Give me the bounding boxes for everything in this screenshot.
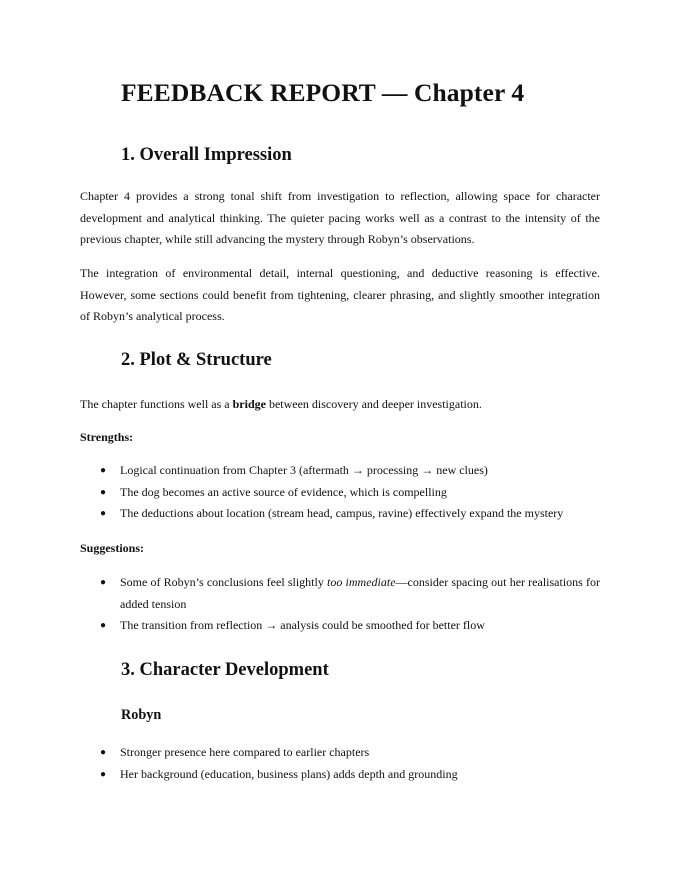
intro-text-start: The chapter functions well as a — [80, 397, 233, 411]
intro-bold-term: bridge — [232, 397, 266, 411]
strength-text: Logical continuation from Chapter 3 (aftermath → processing → new clues) — [120, 463, 488, 477]
list-item — [0, 742, 600, 764]
bullet-icon: ● — [100, 508, 107, 519]
list-item — [0, 482, 600, 504]
bullet-icon: ● — [100, 465, 107, 476]
suggestion-text-end: —consider spacing out her realisations for added tension — [120, 575, 600, 611]
bullet-icon: ● — [100, 577, 107, 588]
list-item — [0, 503, 600, 525]
strengths-list — [0, 460, 680, 525]
suggestion-text-start: Some of Robyn’s conclusions feel slightly — [120, 575, 328, 589]
plot-structure-intro — [80, 396, 482, 412]
bullet-icon: ● — [100, 620, 107, 631]
list-item — [0, 764, 600, 786]
strengths-label: Strengths: — [80, 430, 134, 444]
report-title: FEEDBACK REPORT — Chapter 4 — [121, 78, 525, 107]
robyn-point-text: Her background (education, business plans) adds depth and grounding — [120, 766, 458, 781]
overall-impression-paragraph-1: Chapter 4 provides a strong tonal shift from investigation to reflection, allowing space for character development and analytical thinking. The quieter pacing works well as a contrast to the intensity of the previous chapter, while still advancing the mystery through Robyn’s observations. — [80, 189, 600, 246]
list-item — [0, 572, 600, 615]
section-heading-character-development: 3. Character Development — [121, 660, 329, 680]
strength-text: The dog becomes an active source of evidence, which is compelling — [120, 484, 447, 499]
robyn-list — [0, 742, 680, 785]
suggestion-italic-term: too immediate — [327, 575, 396, 589]
overall-impression-paragraph-2: The integration of environmental detail, internal questioning, and deductive reasoning is effective. However, some sections could benefit from tightening, clearer phrasing, and slightly smoother integration of Robyn’s analytical process. — [80, 266, 600, 323]
section-heading-overall-impression: 1. Overall Impression — [121, 145, 292, 165]
intro-text-end: between discovery and deeper investigation. — [265, 397, 482, 411]
robyn-point-text: Stronger presence here compared to earlier chapters — [120, 745, 370, 759]
suggestion-text: The transition from reflection → analysis could be smoothed for better flow — [120, 618, 485, 632]
list-item — [0, 615, 600, 637]
suggestions-label: Suggestions: — [80, 541, 145, 555]
bullet-icon: ● — [100, 768, 107, 780]
section-heading-plot-structure: 2. Plot & Structure — [121, 350, 272, 370]
suggestions-list — [0, 572, 680, 637]
list-item — [0, 460, 600, 482]
bullet-icon: ● — [100, 747, 107, 758]
strength-text: The deductions about location (stream head, campus, ravine) effectively expand the mystery — [120, 506, 564, 520]
subheading-robyn: Robyn — [121, 707, 162, 723]
bullet-icon: ● — [100, 486, 107, 498]
